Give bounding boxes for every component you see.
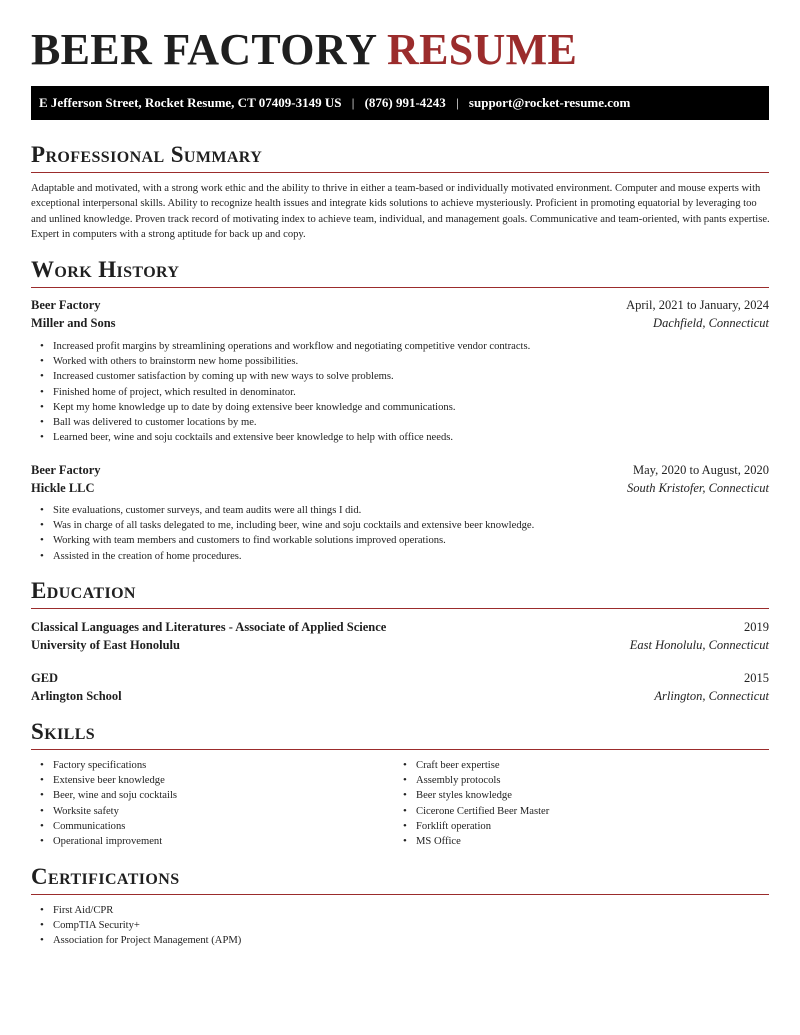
job-dates: April, 2021 to January, 2024 xyxy=(626,298,769,312)
list-item: • Ball was delivered to customer locations by me. xyxy=(53,415,530,430)
list-item: • Increased profit margins by streamlining operations and workflow and negotiating competitive vendor contracts. xyxy=(53,339,530,354)
section-title-certifications: Certifications xyxy=(31,864,180,889)
job-location: Dachfield, Connecticut xyxy=(653,316,769,330)
section-title-skills: Skills xyxy=(31,719,96,744)
job-bullets xyxy=(53,339,530,445)
contact-email: support@rocket-resume.com xyxy=(468,95,631,110)
list-item: • Craft beer expertise xyxy=(416,758,549,773)
education-degree-row xyxy=(31,669,769,687)
list-item: • Operational improvement xyxy=(53,834,177,849)
list-item: • Extensive beer knowledge xyxy=(53,773,177,788)
list-item: • Finished home of project, which resulted in denominator. xyxy=(53,385,530,400)
resume-name xyxy=(31,24,577,76)
contact-separator: | xyxy=(351,95,355,110)
list-item: • Assisted in the creation of home procedures. xyxy=(53,549,534,564)
education-location: East Honolulu, Connecticut xyxy=(629,638,769,652)
list-item: • Kept my home knowledge up to date by doing extensive beer knowledge and communications. xyxy=(53,400,530,415)
list-item: • Cicerone Certified Beer Master xyxy=(416,804,549,819)
list-item: • Site evaluations, customer surveys, and team audits were all things I did. xyxy=(53,503,534,518)
list-item: • Factory specifications xyxy=(53,758,177,773)
job-bullets xyxy=(53,503,534,564)
job-company-row xyxy=(31,479,769,497)
contact-separator: | xyxy=(456,95,459,110)
skills-list-left xyxy=(53,758,177,849)
certifications-list xyxy=(53,903,241,949)
name-last: RESUME xyxy=(387,25,578,74)
summary-text: Adaptable and motivated, with a strong work ethic and the ability to thrive in either a team-based or individually motivated environment. Computer and mouse experts with exceptional interpersonal skills. Ability to recognize health issues and integrate kids solutions to achieve mysteriously. Proficient in promoting equatorial by leveraging too and unlined knowledge. Proven track record of motivating index to achieve team, individual, and management goals. Communicative and team-oriented, with pants expertise. Expert in computers with a strong aptitude for back up and copy. xyxy=(31,183,770,240)
education-year: 2019 xyxy=(744,620,769,634)
skills-list-right xyxy=(416,758,549,849)
education-degree-row xyxy=(31,618,769,636)
list-item: • CompTIA Security+ xyxy=(53,918,241,933)
section-divider xyxy=(31,749,769,750)
list-item: • Forklift operation xyxy=(416,819,549,834)
education-degree: Classical Languages and Literatures - Associate of Applied Science xyxy=(31,620,387,634)
list-item: • First Aid/CPR xyxy=(53,903,241,918)
section-divider xyxy=(31,172,769,173)
list-item: • Association for Project Management (APM) xyxy=(53,933,241,948)
list-item: • Beer styles knowledge xyxy=(416,788,549,803)
job-company-row xyxy=(31,314,769,332)
contact-address: E Jefferson Street, Rocket Resume, CT 07409-3149 US xyxy=(39,95,342,110)
list-item: • Beer, wine and soju cocktails xyxy=(53,788,177,803)
list-item: • Worksite safety xyxy=(53,804,177,819)
job-header-row xyxy=(31,461,769,479)
list-item: • Learned beer, wine and soju cocktails and extensive beer knowledge to help with office needs. xyxy=(53,430,530,445)
section-divider xyxy=(31,287,769,288)
section-title-education: Education xyxy=(31,578,136,603)
contact-bar xyxy=(31,86,769,120)
list-item: • Increased customer satisfaction by coming up with new ways to solve problems. xyxy=(53,369,530,384)
list-item: • MS Office xyxy=(416,834,549,849)
list-item: • Was in charge of all tasks delegated to me, including beer, wine and soju cocktails and extensive beer knowledge. xyxy=(53,518,534,533)
section-title-summary: Professional Summary xyxy=(31,142,263,167)
education-school: University of East Honolulu xyxy=(31,638,180,652)
list-item: • Worked with others to brainstorm new home possibilities. xyxy=(53,354,530,369)
job-company: Hickle LLC xyxy=(31,481,95,495)
name-first: BEER FACTORY xyxy=(31,25,376,74)
job-location: South Kristofer, Connecticut xyxy=(626,481,769,495)
job-title: Beer Factory xyxy=(31,463,101,477)
list-item: • Communications xyxy=(53,819,177,834)
education-year: 2015 xyxy=(744,671,769,685)
list-item: • Working with team members and customers to find workable solutions improved operations. xyxy=(53,533,534,548)
education-school-row xyxy=(31,636,769,654)
contact-phone: (876) 991-4243 xyxy=(364,95,446,110)
section-title-work: Work History xyxy=(31,257,180,282)
education-school: Arlington School xyxy=(31,689,122,703)
list-item: • Assembly protocols xyxy=(416,773,549,788)
job-dates: May, 2020 to August, 2020 xyxy=(633,463,769,477)
job-company: Miller and Sons xyxy=(31,316,116,330)
education-degree: GED xyxy=(31,671,59,685)
education-school-row xyxy=(31,687,769,705)
section-divider xyxy=(31,894,769,895)
job-header-row xyxy=(31,296,769,314)
education-location: Arlington, Connecticut xyxy=(654,689,769,703)
section-divider xyxy=(31,608,769,609)
job-title: Beer Factory xyxy=(31,298,101,312)
